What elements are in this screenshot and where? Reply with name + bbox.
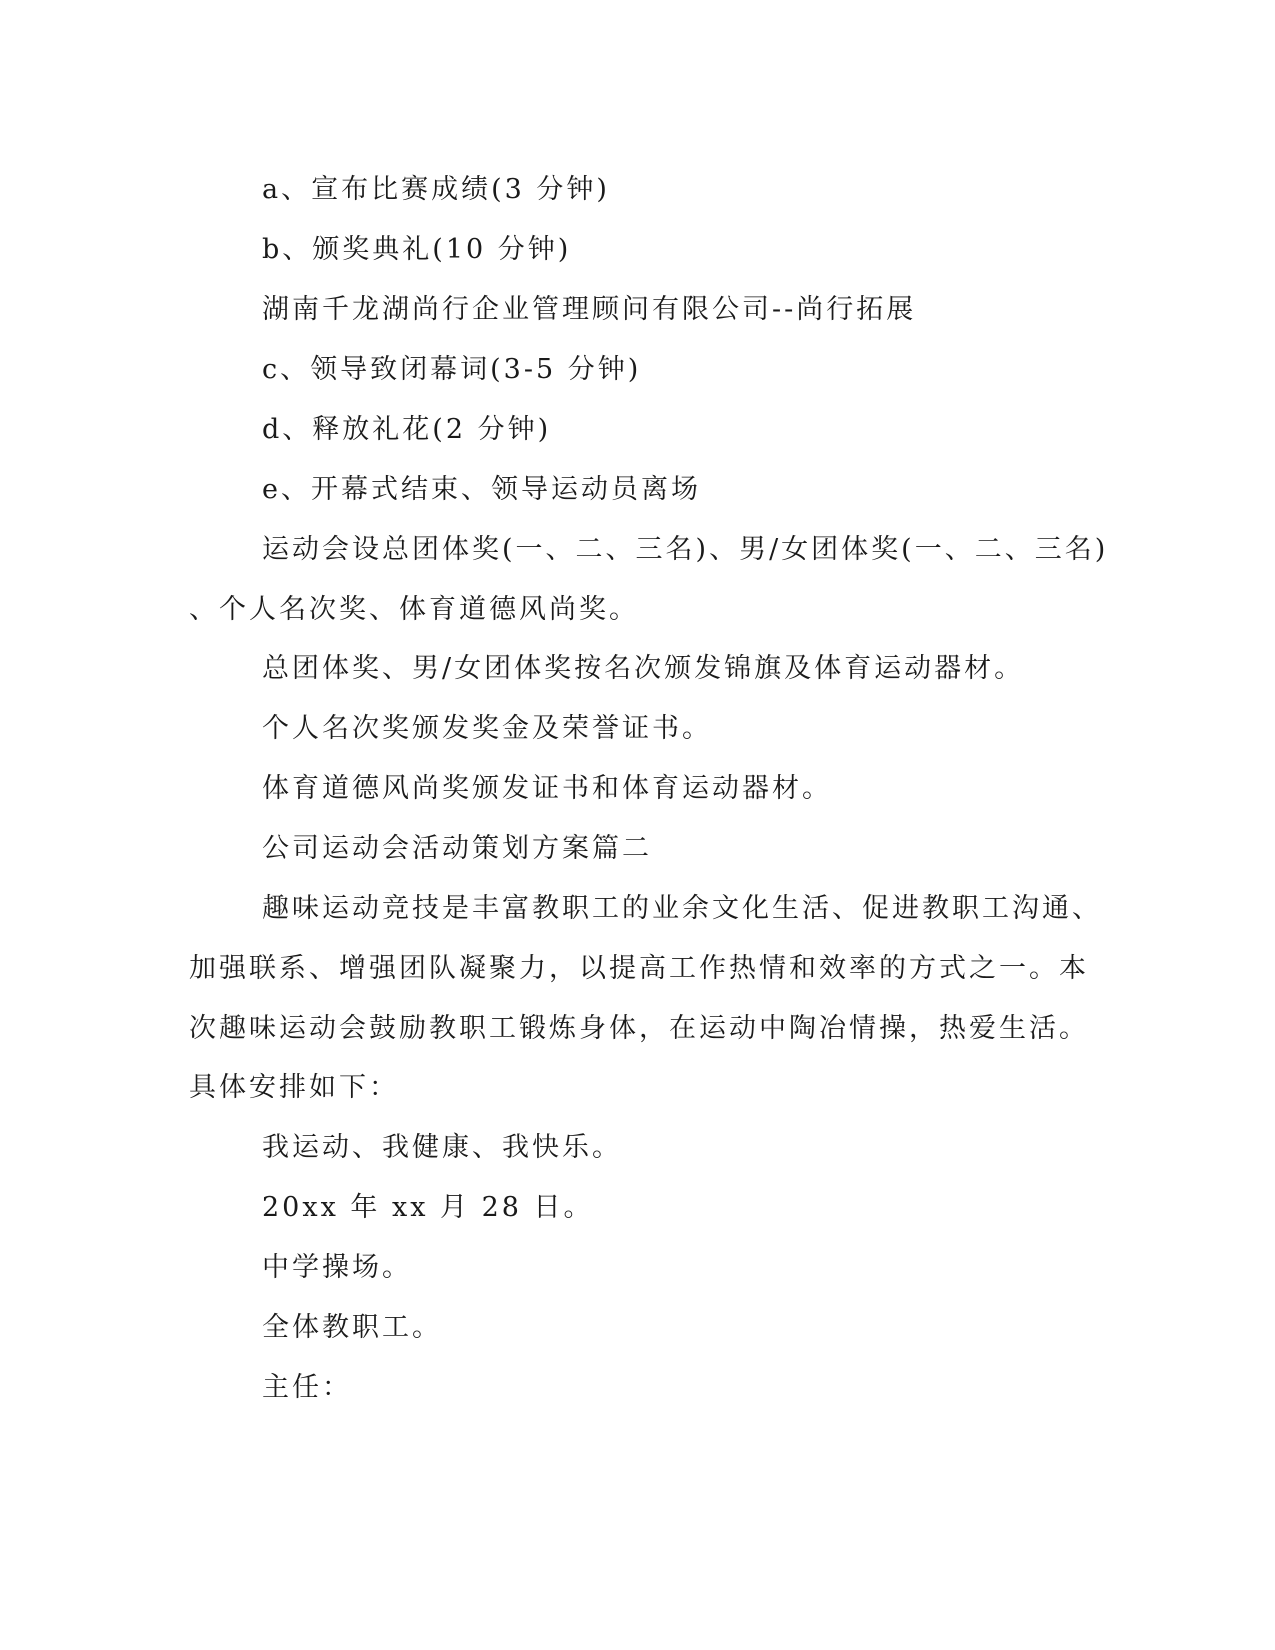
paragraph-line: 加强联系、增强团队凝聚力，以提高工作热情和效率的方式之一。本 xyxy=(189,953,1089,984)
slogan-line: 我运动、我健康、我快乐。 xyxy=(262,1132,622,1163)
list-item-a: a、宣布比赛成绩(3 分钟) xyxy=(262,174,610,205)
list-item-c: c、领导致闭幕词(3-5 分钟) xyxy=(262,354,642,385)
paragraph-line: 个人名次奖颁发奖金及荣誉证书。 xyxy=(262,713,712,744)
list-item-b: b、颁奖典礼(10 分钟) xyxy=(262,234,572,265)
director-line: 主任： xyxy=(262,1372,352,1403)
paragraph-line: 运动会设总团体奖(一、二、三名)、男/女团体奖(一、二、三名) xyxy=(262,534,1109,565)
list-item-d: d、释放礼花(2 分钟) xyxy=(262,414,552,445)
paragraph-line: 体育道德风尚奖颁发证书和体育运动器材。 xyxy=(262,773,832,804)
company-line: 湖南千龙湖尚行企业管理顾问有限公司--尚行拓展 xyxy=(262,294,917,325)
location-line: 中学操场。 xyxy=(262,1252,412,1283)
list-item-e: e、开幕式结束、领导运动员离场 xyxy=(262,474,701,505)
paragraph-line: 、个人名次奖、体育道德风尚奖。 xyxy=(189,594,639,625)
paragraph-line: 次趣味运动会鼓励教职工锻炼身体，在运动中陶冶情操，热爱生活。 xyxy=(189,1013,1089,1044)
paragraph-line: 具体安排如下： xyxy=(189,1072,399,1103)
date-line: 20xx 年 xx 月 28 日。 xyxy=(262,1192,594,1223)
paragraph-line: 总团体奖、男/女团体奖按名次颁发锦旗及体育运动器材。 xyxy=(262,653,1025,684)
section-title: 公司运动会活动策划方案篇二 xyxy=(262,833,652,864)
paragraph-line: 趣味运动竞技是丰富教职工的业余文化生活、促进教职工沟通、 xyxy=(262,893,1102,924)
participants-line: 全体教职工。 xyxy=(262,1312,442,1343)
